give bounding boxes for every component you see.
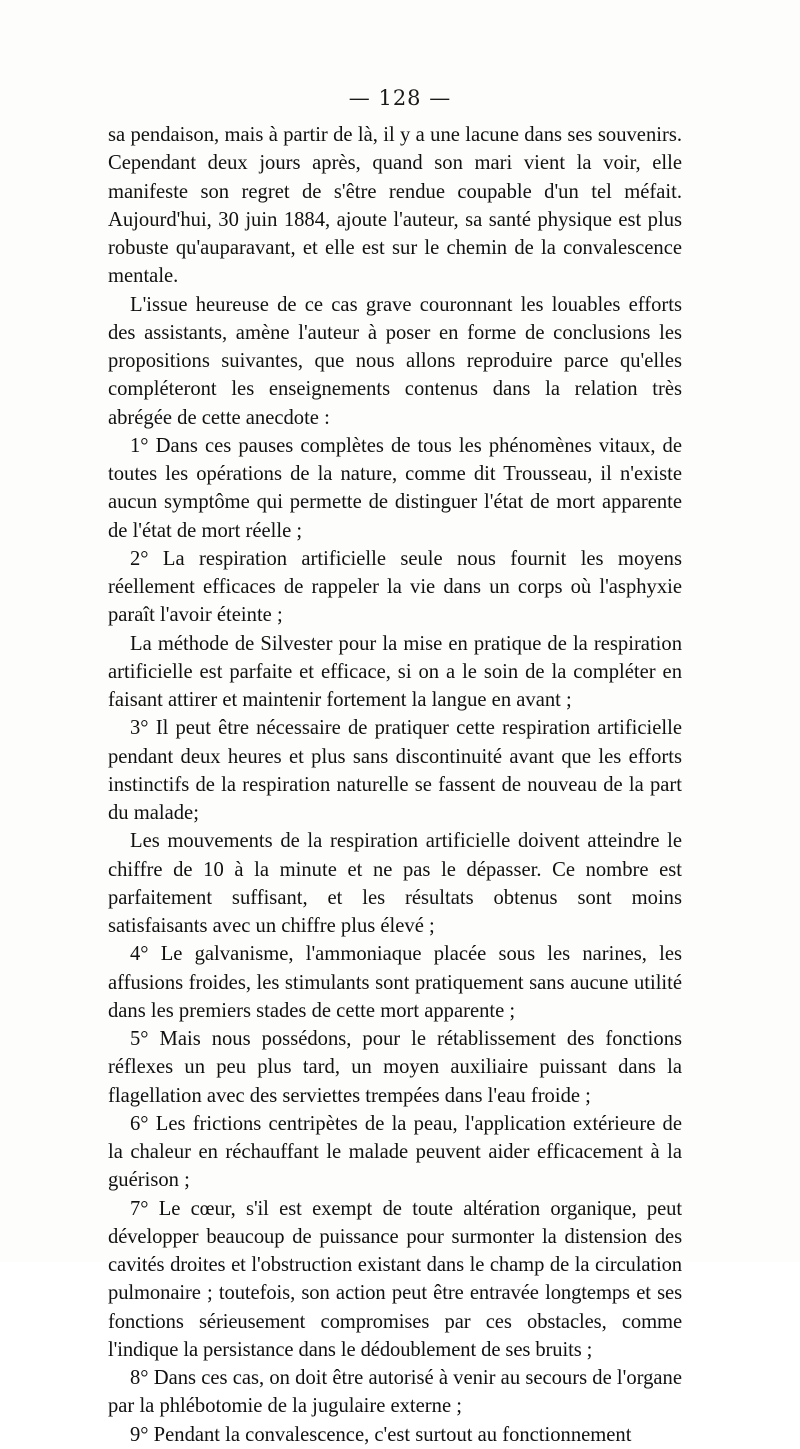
conclusion-4: 4° Le galvanisme, l'ammoniaque placée sous les narines, les affusions froides, les stimulants sont pratiquement sans aucune utilité dans les premiers stades de cette mort apparente ; xyxy=(108,943,682,1022)
page-number: — 128 — xyxy=(348,86,452,110)
conclusion-5: 5° Mais nous possédons, pour le rétablissement des fonctions réflexes un peu plus tard, un moyen auxiliaire puissant dans la flagellation avec des serviettes trempées dans l'eau froide ; xyxy=(108,1028,682,1107)
conclusion-9: 9° Pendant la convalescence, c'est surtout au fonctionnement xyxy=(130,1423,632,1446)
conclusion-1: 1° Dans ces pauses complètes de tous les phénomènes vitaux, de toutes les opérations de la nature, comme dit Trousseau, il n'existe aucun symptôme qui permette de distinguer l'état de mort apparente de l'état de mort réelle ; xyxy=(108,434,682,542)
paragraph-intro-conclusions: L'issue heureuse de ce cas grave couronnant les louables efforts des assistants, amène l'auteur à poser en forme de conclusions les propositions suivantes, que nous allons reproduire parce qu'elles compléteront les enseignements contenus dans la relation très abrégée de cette anecdote : xyxy=(108,293,682,429)
paragraph-continuation: sa pendaison, mais à partir de là, il y a une lacune dans ses souvenirs. Cependant deux jours après, quand son mari vient la voir, elle manifeste son regret de s'être rendue coupable d'un tel méfait. Aujourd'hui, 30 juin 1884, ajoute l'auteur, sa santé physique est plus robuste qu'auparavant, et elle est sur le chemin de la convalescence mentale. xyxy=(108,124,682,288)
conclusion-6: 6° Les frictions centripètes de la peau, l'application extérieure de la chaleur en réchauffant le malade peuvent aider efficacement à la guérison ; xyxy=(108,1112,682,1192)
conclusion-2: 2° La respiration artificielle seule nous fournit les moyens réellement efficaces de rappeler la vie dans un corps où l'asphyxie paraît l'avoir éteinte ; xyxy=(108,547,682,627)
conclusion-3-rate: Les mouvements de la respiration artificielle doivent atteindre le chiffre de 10 à la minute et ne pas le dépasser. Ce nombre est parfaitement suffisant, et les résultats obtenus sont moins satisfaisants avec un chiffre plus élevé ; xyxy=(108,830,682,937)
conclusion-3: 3° Il peut être nécessaire de pratiquer cette respiration artificielle pendant deux heures et plus sans discontinuité avant que les efforts instinctifs de la respiration naturelle se fassent de nouveau de la part du malade; xyxy=(108,717,682,824)
conclusion-8: 8° Dans ces cas, on doit être autorisé à venir au secours de l'organe par la phlébotomie de la jugulaire externe ; xyxy=(108,1367,682,1418)
body-text xyxy=(108,121,682,1449)
conclusion-2-silvester: La méthode de Silvester pour la mise en pratique de la respiration artificielle est parfaite et efficace, si on a le soin de la compléter en faisant attirer et maintenir fortement la langue en avant ; xyxy=(108,632,682,711)
conclusion-7: 7° Le cœur, s'il est exempt de toute altération organique, peut développer beaucoup de puissance pour surmonter la distension des cavités droites et l'obstruction existant dans le champ de la circulation pulmonaire ; toutefois, son action peut être entravée longtemps et ses fonctions sérieusement compromises par ces obstacles, comme l'indique la persistance dans le dédoublement de ses bruits ; xyxy=(108,1197,682,1361)
